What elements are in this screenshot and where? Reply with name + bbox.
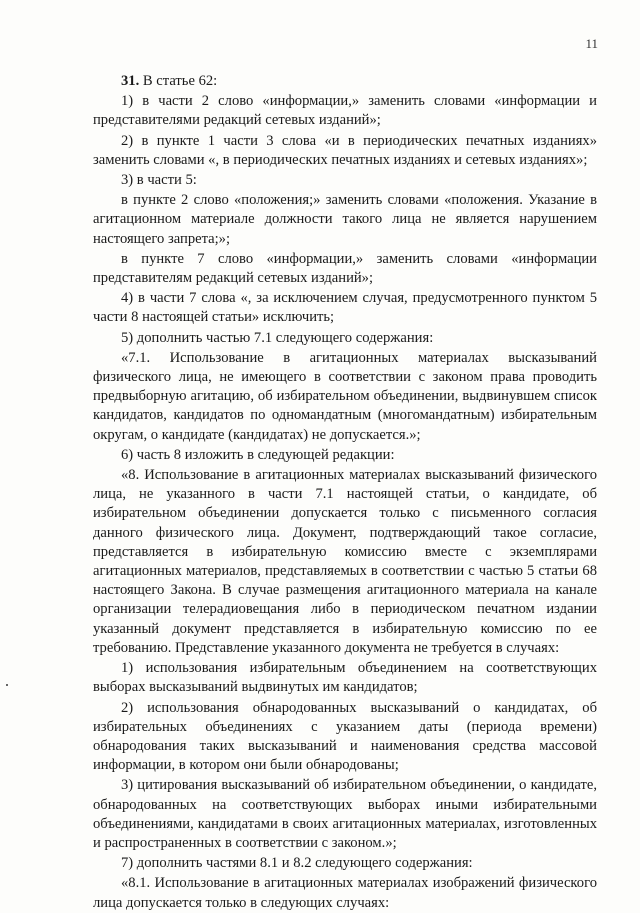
paragraph xyxy=(93,446,597,465)
paragraph xyxy=(93,92,597,130)
paragraph xyxy=(93,466,597,658)
paragraph xyxy=(93,329,597,348)
paragraph-text: 1) использования избирательным объединением на соответствующих выборах высказываний выдвинутых им кандидатов; xyxy=(93,660,597,696)
paragraph-text: 3) в части 5: xyxy=(121,172,197,189)
document-body xyxy=(93,72,597,913)
paragraph-text: «8. Использование в агитационных материалах высказываний физического лица, не указанного в части 7.1 настоящей статьи, о кандидате, об избирательном объединении допускается только с письменного согласия данного физического лица. Документ, подтверждающий такое согласие, представляется в избирательную комиссию вместе с экземплярами агитационных материалов, представляемых в соответствии с частью 5 статьи 68 настоящего Закона. В случае размещения агитационного материала на канале организации телерадиовещания либо в периодическом печатном издании указанный документ представляется в избирательную комиссию по ее требованию. Представление указанного документа не требуется в случаях: xyxy=(93,467,597,656)
paragraph-text: 7) дополнить частями 8.1 и 8.2 следующего содержания: xyxy=(121,855,473,872)
paragraph xyxy=(93,854,597,873)
paragraph xyxy=(93,776,597,853)
article-number: 31. xyxy=(121,73,140,89)
paragraph-text: в пункте 2 слово «положения;» заменить словами «положения. Указание в агитационном материале должности такого лица не является нарушением настоящего запрета;»; xyxy=(93,192,597,247)
paragraph-text: 5) дополнить частью 7.1 следующего содержания: xyxy=(121,329,434,346)
paragraph xyxy=(93,289,597,327)
paragraph-text: 3) цитирования высказываний об избирательном объединении, о кандидате, обнародованных на соответствующих выборах иными избирательными объединениями, кандидатами в своих агитационных материалах, изготовленных и распространенных в соответствии с законом.»; xyxy=(93,777,597,851)
paragraph-text: 2) в пункте 1 части 3 слова «и в периодических печатных изданиях» заменить словами «, в периодических печатных изданиях и сетевых изданиях»; xyxy=(93,132,597,168)
paragraph xyxy=(93,132,597,170)
paragraph-text: 1) в части 2 слово «информации,» заменить словами «информации и представителями редакций сетевых изданий»; xyxy=(93,93,597,129)
paragraph xyxy=(93,72,597,91)
paragraph-text: 6) часть 8 изложить в следующей редакции: xyxy=(121,446,395,463)
paragraph-text: 2) использования обнародованных высказываний о кандидатах, об избирательных объединениях с указанием даты (периода времени) обнародования таких высказываний и наименования средства массовой информации, в котором они были обнародованы; xyxy=(93,699,597,774)
paragraph xyxy=(93,699,597,776)
paragraph-text: 4) в части 7 слова «, за исключением случая, предусмотренного пунктом 5 части 8 настоящей статьи» исключить; xyxy=(93,290,597,326)
paragraph xyxy=(93,191,597,249)
page-number: 11 xyxy=(585,36,598,51)
paragraph-text: в пункте 7 слово «информации,» заменить словами «информации представителям редакций сетевых изданий»; xyxy=(93,250,597,287)
paragraph xyxy=(93,659,597,697)
paragraph xyxy=(93,349,597,445)
paragraph-text: В статье 62: xyxy=(139,73,218,89)
scan-speck xyxy=(6,684,8,686)
paragraph xyxy=(93,874,597,912)
paragraph xyxy=(93,171,597,190)
paragraph-text: «8.1. Использование в агитационных материалах изображений физического лица допускается только в следующих случаях: xyxy=(93,875,597,911)
paragraph-text: «7.1. Использование в агитационных материалах высказываний физического лица, не имеющего в соответствии с законом права проводить предвыборную агитацию, об избирательном объединении, выдвинувшем список кандидатов, кандидатов по одномандатным (многомандатным) избирательным округам, о кандидате (кандидатах) не допускается.»; xyxy=(93,349,597,443)
paragraph xyxy=(93,250,597,288)
